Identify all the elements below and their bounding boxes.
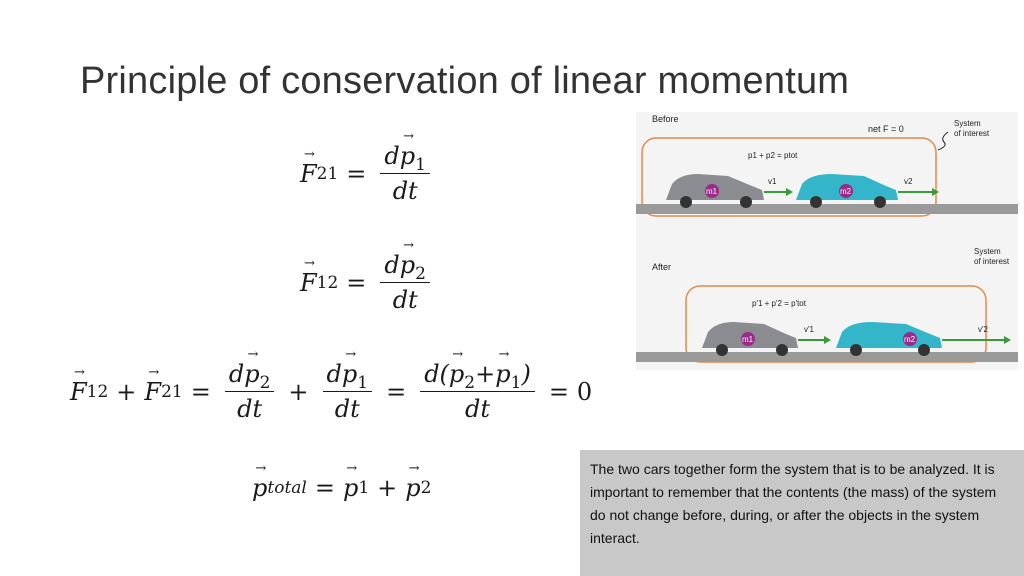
sum-after-label: p'1 + p'2 = p'tot [752,299,806,308]
v1-label: v1 [768,177,777,186]
net-force-label: net F = 0 [868,124,904,134]
svg-text:m1: m1 [706,187,718,196]
equals-sign: = [346,159,367,188]
svg-text:m2: m2 [840,187,852,196]
v2-after-label: v'2 [978,325,988,334]
fraction: $\frac{d\to p_2}{dt}$ [380,251,430,314]
caption-box [580,450,1024,576]
slide-title: Principle of conservation of linear momentum [80,60,850,102]
v2-label: v2 [904,177,913,186]
svg-text:System: System [974,247,1001,256]
svg-text:m1: m1 [742,335,754,344]
system-pointer [938,132,948,150]
car-2-after [836,322,942,356]
fraction: $\frac{d\to p_2}{dt}$ [225,360,275,423]
fraction: $\frac{d(\to p_2+\to p_1)}{dt}$ [420,360,535,423]
momentum-diagram-svg [636,112,1018,370]
system-label-2: of interest [954,129,990,138]
system-label-1: System [954,119,981,128]
equals-sign: = [346,268,367,297]
force-symbol: → F [300,269,317,297]
caption-text: The two cars together form the system that is to be analyzed. It is important to remember that the contents (the mass) of the system do not change before, during, or after the objects in the system interact. [590,461,997,546]
svg-text:m2: m2 [904,335,916,344]
road-before [636,204,1018,214]
equation-total-momentum: → p total = → p 1 + → p 2 [252,474,431,502]
force-symbol: → F [300,160,317,188]
car-1-after [702,322,798,356]
before-label: Before [652,114,679,124]
svg-text:of interest: of interest [974,257,1010,266]
equation-force-sum: → F 12 + → F 21 = $\frac{d\to p_2}{dt}$ + $\frac{d\to p_1}{dt}$ = $\frac{d(\to p_2+\to p_1)}{dt}$ = 0 [70,360,592,423]
equation-force-21: → F 21 = $\frac{d\to p_1}{dt}$ [300,142,436,205]
equation-force-12: → F 12 = $\frac{d\to p_2}{dt}$ [300,251,436,314]
after-label: After [652,262,672,272]
sum-before-label: p1 + p2 = ptot [748,151,798,160]
road-after [636,352,1018,362]
v1-after-label: v'1 [804,325,814,334]
fraction: $\frac{d\to p_1}{dt}$ [380,142,430,205]
car-1-before [666,174,764,208]
fraction: $\frac{d\to p_1}{dt}$ [323,360,373,423]
car-2-before [796,174,898,208]
momentum-diagram [636,112,1018,370]
